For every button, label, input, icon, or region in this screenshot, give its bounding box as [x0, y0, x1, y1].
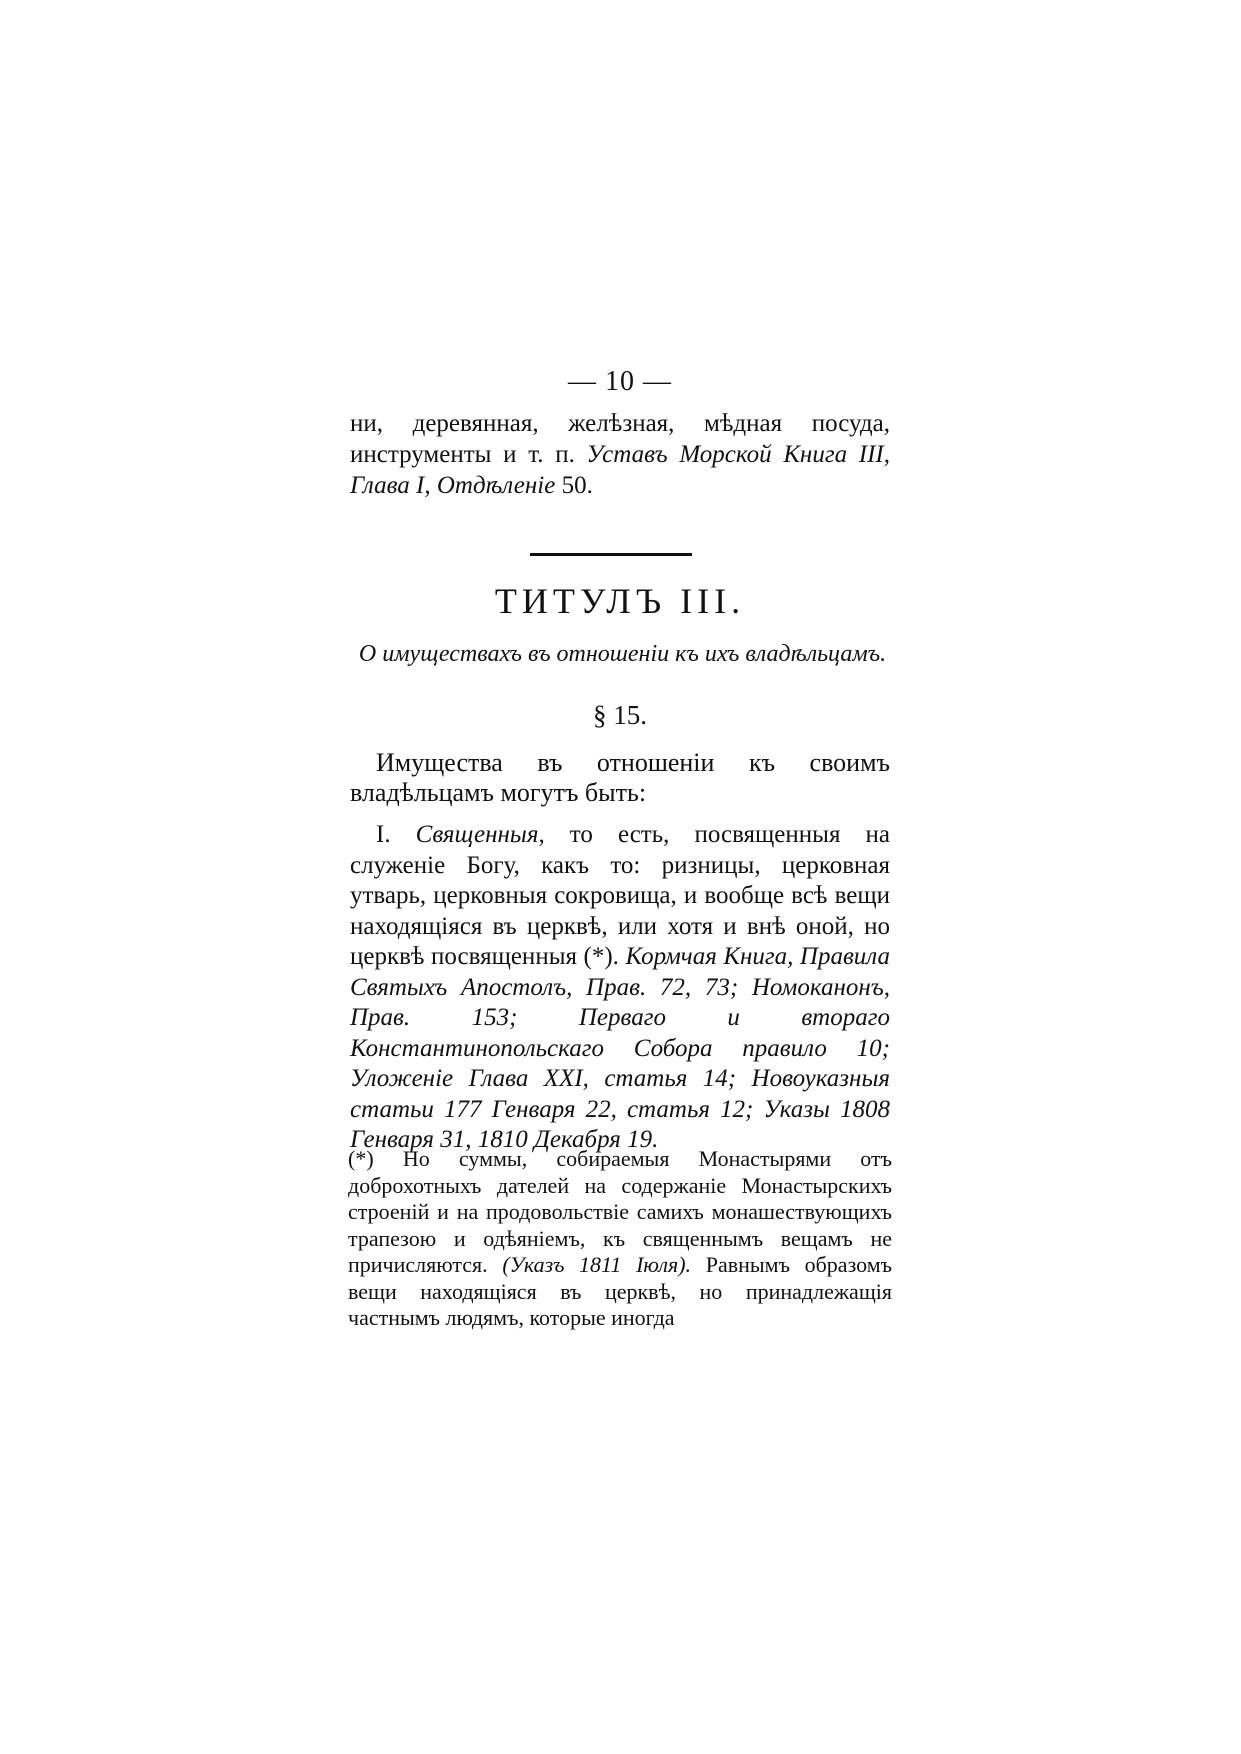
footnote [348, 1146, 892, 1332]
title-heading: ТИТУЛЪ III. [494, 581, 746, 621]
footnote-text-1: Но суммы, собираемыя Монастырями отъ доброхотныхъ дателей на содержаніе Монастырскихъ строеній и на продовольствіе самихъ монашествующихъ трапезою и одѣяніемъ, къ священнымъ вещамъ не причисляются. [348, 1146, 892, 1277]
page-number: — 10 — [568, 366, 672, 397]
item-term: Священныя, [415, 821, 545, 848]
item-sources: Кормчая Книга, Правила Святыхъ Апостолъ, Прав. 72, 73; Номоканонъ, Прав. 153; Перваго и втораго Константинопольскаго Собора правило 10; Уложеніе Глава XXI, статья 14; Новоуказныя статьи 177 Генваря 22, статья 12; Указы 1808 Генваря 31, 1810 Декабря 19. [350, 943, 891, 1153]
title-subtitle: О имуществахъ въ отношеніи къ ихъ владѣльцамъ. [358, 641, 887, 667]
footnote-text-2: Равнымъ образомъ вещи находящіяся въ церквѣ, но принадлежащія частнымъ людямъ, которые иногда [348, 1252, 893, 1330]
continuation-plain: ни, деревянная, желѣзная, мѣдная посуда, инструменты и т. п. [350, 410, 890, 468]
list-item-sacred [350, 820, 890, 1156]
continuation-text [350, 408, 890, 501]
intro-paragraph: Имущества въ отношеніи къ своимъ владѣльцамъ могутъ быть: [350, 748, 890, 807]
section-divider [530, 553, 692, 556]
footnote-citation: (Указъ 1811 Іюля). [502, 1252, 692, 1277]
section-number: § 15. [593, 700, 647, 730]
item-text: то есть, посвященныя на служеніе Богу, какъ то: ризницы, церковная утварь, церковныя сокровища, и вообще всѣ вещи находящіяся въ церквѣ, или хотя и внѣ оной, но церквѣ посвященныя (*). [350, 821, 891, 970]
continuation-citation: Уставъ Морской Книга III, Глава I, Отдѣленіе [350, 441, 891, 499]
item-number: I. [376, 821, 391, 848]
continuation-end: 50. [561, 472, 593, 499]
footnote-mark: (*) [348, 1146, 374, 1171]
